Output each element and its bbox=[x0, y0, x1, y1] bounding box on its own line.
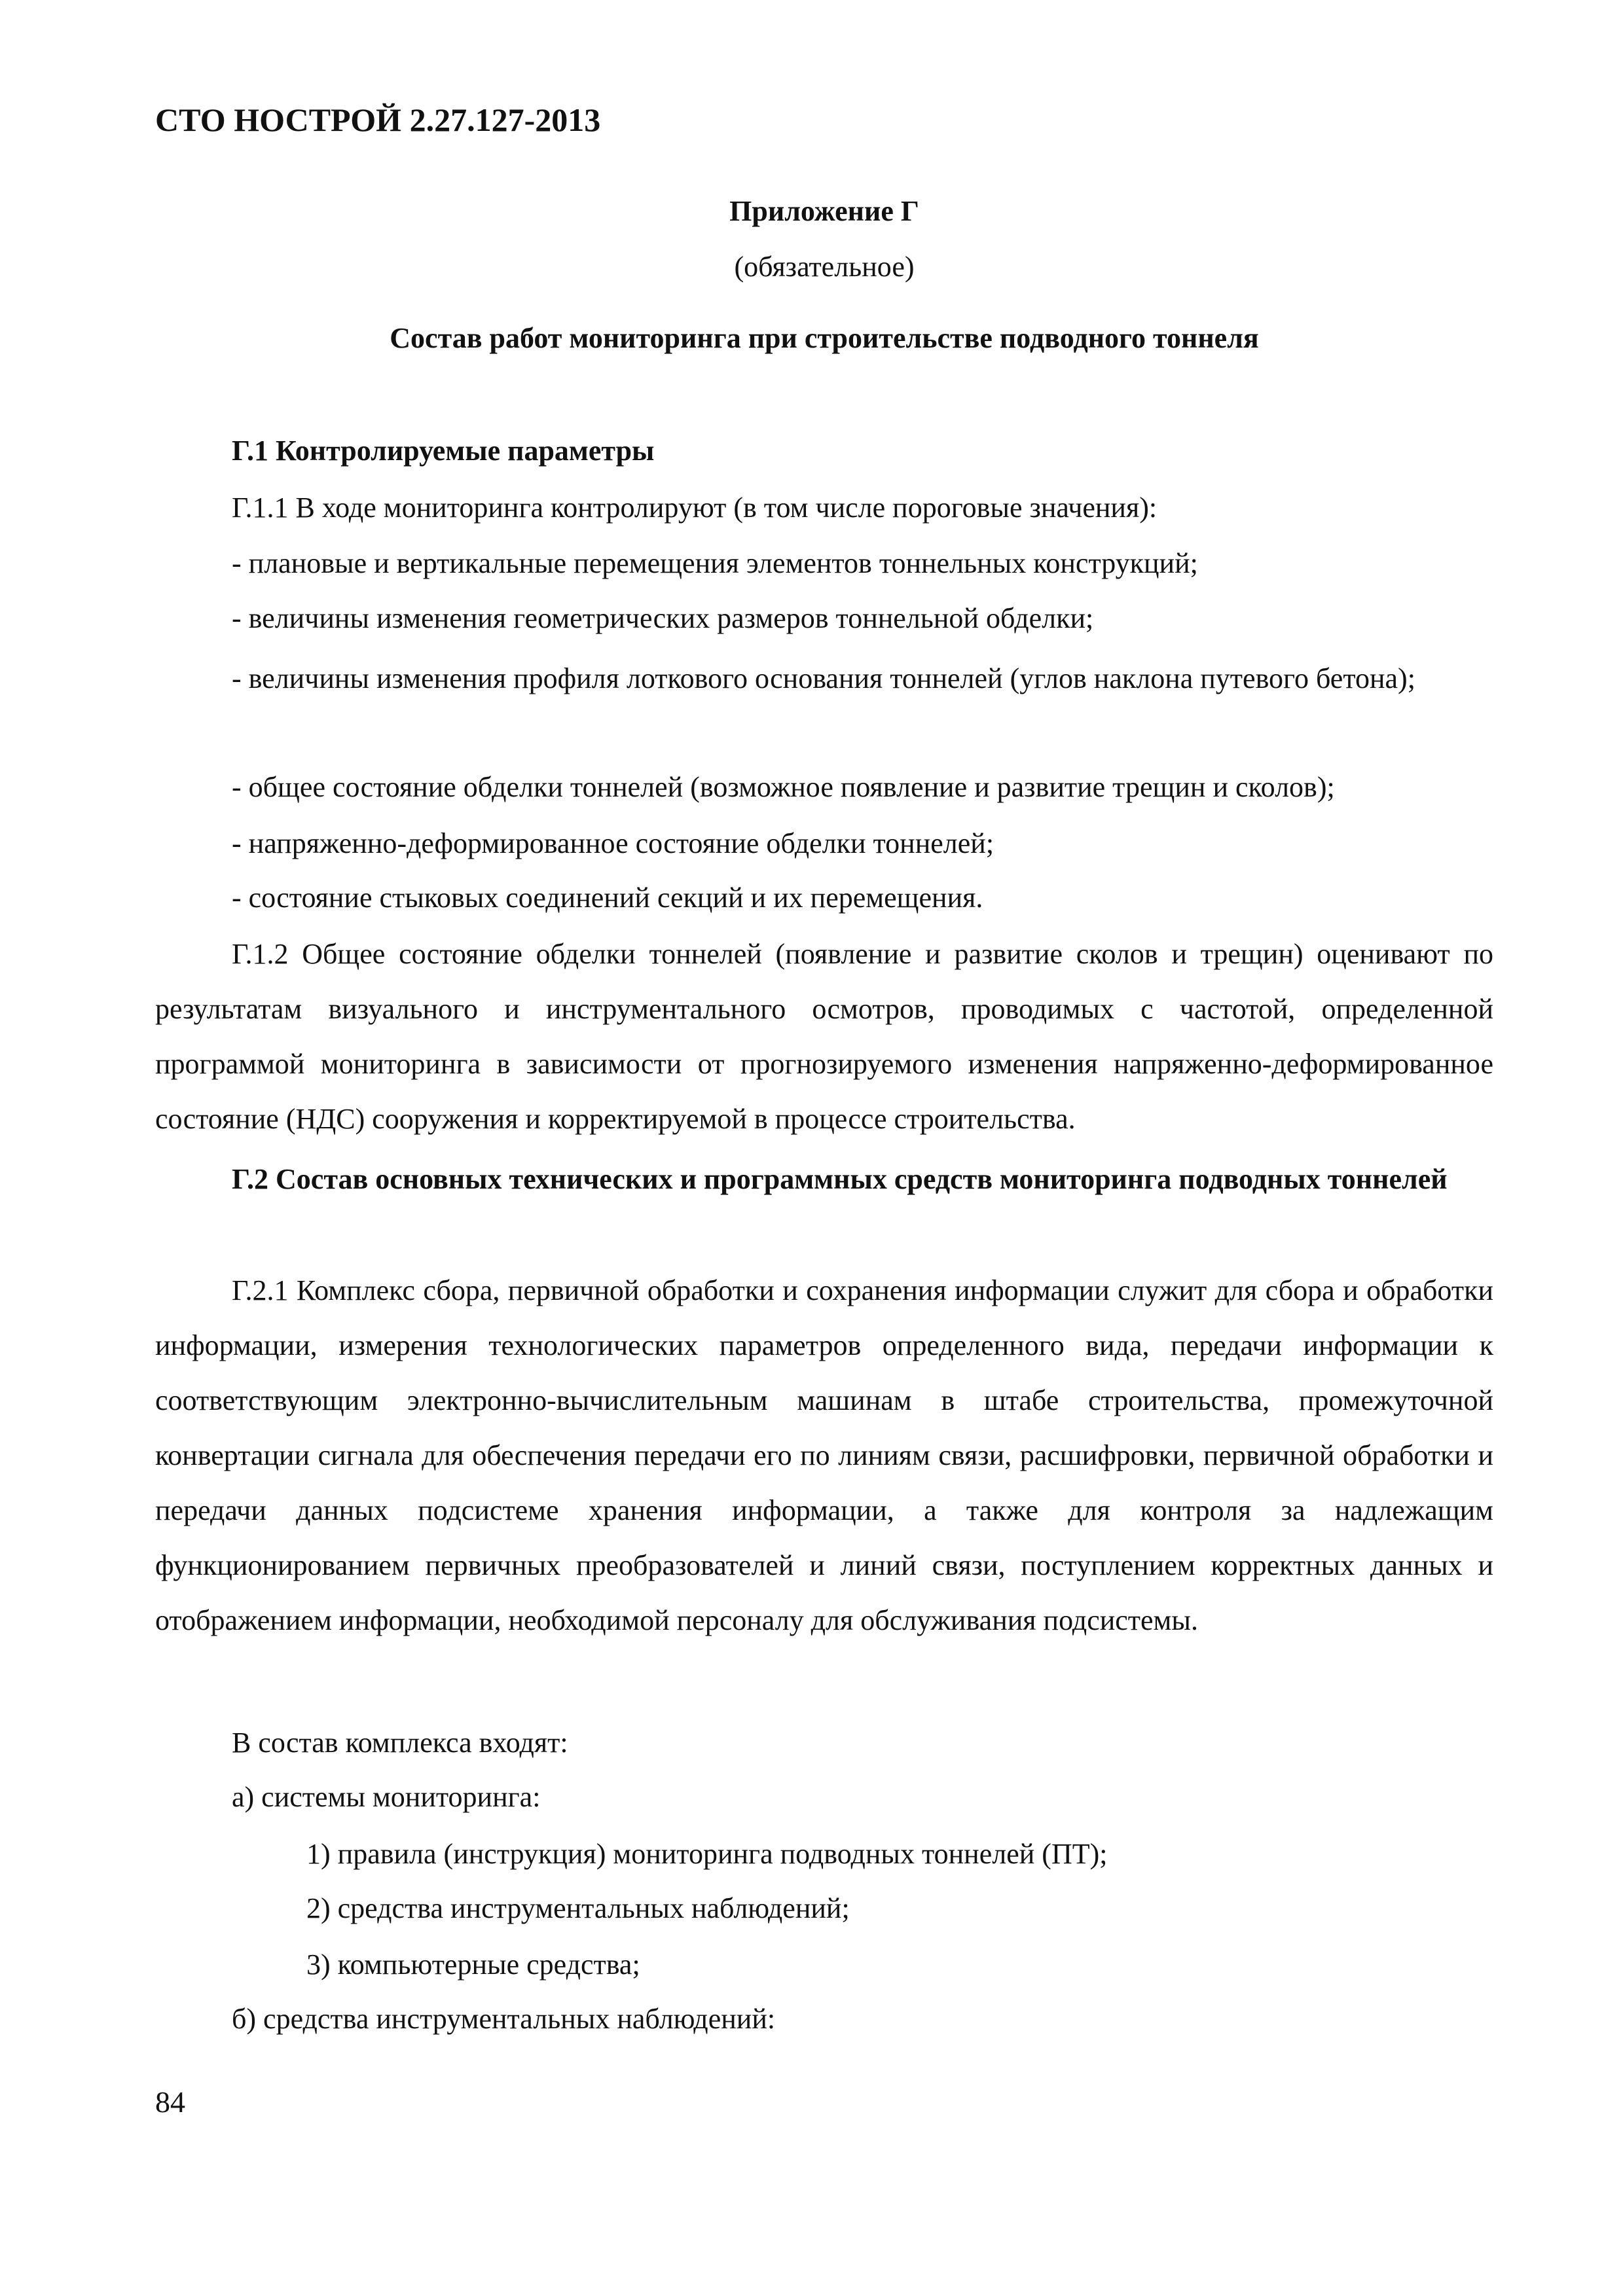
sub-list-item: 2) средства инструментальных наблюдений; bbox=[306, 1892, 850, 1924]
document-code: СТО НОСТРОЙ 2.27.127-2013 bbox=[155, 101, 601, 138]
appendix-status: (обязательное) bbox=[734, 251, 915, 283]
list-item: - напряженно-деформированное состояние обделки тоннелей; bbox=[232, 827, 994, 859]
appendix-heading: Состав работ мониторинга при строительстве подводного тоннеля bbox=[390, 322, 1259, 354]
sub-list-item: 1) правила (инструкция) мониторинга подводных тоннелей (ПТ); bbox=[306, 1838, 1108, 1870]
list-item-a: а) системы мониторинга: bbox=[232, 1781, 541, 1813]
sub-list-item: 3) компьютерные средства; bbox=[306, 1948, 640, 1981]
page-number: 84 bbox=[155, 2085, 185, 2119]
paragraph-g2-1: Г.2.1 Комплекс сбора, первичной обработки и сохранения информации служит для сбора и обработки информации, измерения технологических параметров определенного вида, передачи информации к соответствующим электронно-вычислительным машинам в штабе строительства, промежуточной конвертации сигнала для обеспечения передачи его по линиям связи, расшифровки, первичной обработки и передачи данных подсистеме хранения информации, а также для контроля за надлежащим функционированием первичных преобразователей и линий связи, поступлением корректных данных и отображением информации, необходимой персоналу для обслуживания подсистемы. bbox=[155, 1274, 1493, 1636]
paragraph-g1-1: Г.1.1 В ходе мониторинга контролируют (в том числе пороговые значения): bbox=[232, 492, 1158, 524]
list-item: - величины изменения геометрических размеров тоннельной обделки; bbox=[232, 602, 1094, 634]
list-item-b: б) средства инструментальных наблюдений: bbox=[232, 2003, 776, 2035]
composition-intro: В состав комплекса входят: bbox=[232, 1727, 568, 1759]
appendix-title: Приложение Г bbox=[729, 195, 919, 227]
section-heading-g1: Г.1 Контролируемые параметры bbox=[232, 435, 655, 467]
list-item: - общее состояние обделки тоннелей (возможное появление и развитие трещин и сколов); bbox=[232, 771, 1335, 803]
section-heading-g2: Г.2 Состав основных технических и программных средств мониторинга подводных тоннелей bbox=[232, 1163, 1448, 1195]
list-item: - состояние стыковых соединений секций и их перемещения. bbox=[232, 882, 983, 914]
list-item: - плановые и вертикальные перемещения элементов тоннельных конструкций; bbox=[232, 547, 1198, 579]
list-item: - величины изменения профиля лоткового основания тоннелей (углов наклона путевого бетона); bbox=[232, 662, 1415, 694]
paragraph-g1-2: Г.1.2 Общее состояние обделки тоннелей (появление и развитие сколов и трещин) оценивают по результатам визуального и инструментального осмотров, проводимых с частотой, определенной программой мониторинга в зависимости от прогнозируемого изменения напряженно-деформированное состояние (НДС) сооружения и корректируемой в процессе строительства. bbox=[155, 938, 1493, 1135]
